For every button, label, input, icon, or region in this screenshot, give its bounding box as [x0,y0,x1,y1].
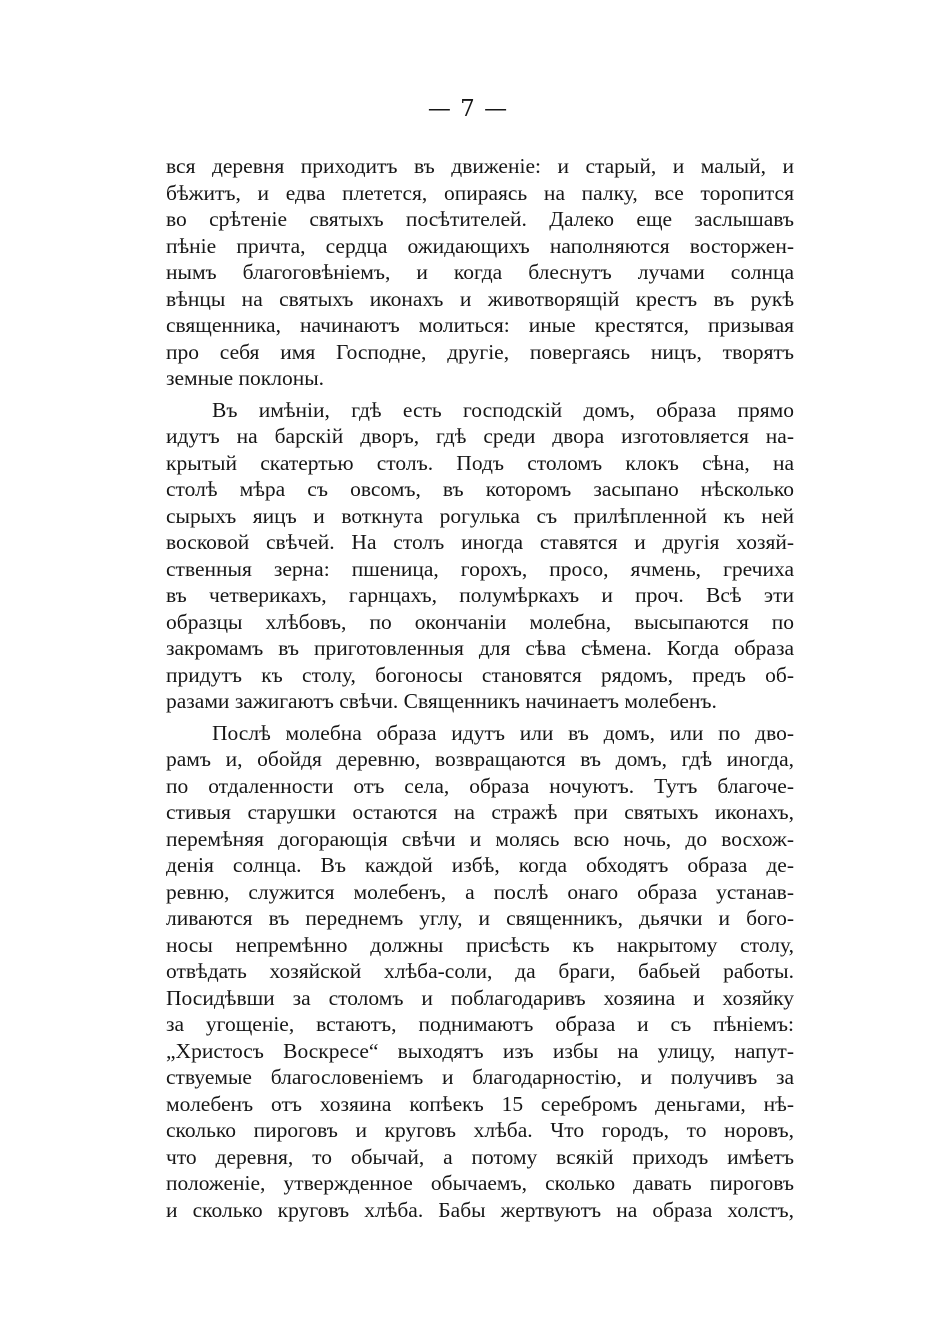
text-line: за угощенiе, встаютъ, поднимаютъ образа и съ пѣнiемъ: [166,1012,794,1036]
text-line: Въ имѣнiи, гдѣ есть господскiй домъ, образа прямо [212,397,794,422]
text-line: закромамъ въ приготовленныя для сѣва сѣмена. Когда образа [166,636,794,660]
text-line: молебенъ отъ хозяина копѣекъ 15 серебромъ деньгами, нѣ- [166,1091,794,1116]
text-line: крытый скатертью столъ. Подъ столомъ клокъ сѣна, на [166,450,794,475]
text-line: „Христосъ Воскресе“ выходятъ изъ избы на улицу, напут- [166,1038,794,1063]
text-line: стивыя старушки остаются на стражѣ при святыхъ иконахъ, [166,800,794,824]
text-line: ствуемые благословенiемъ и благодарностiю, и получивъ за [166,1065,794,1089]
text-line: ревню, служится молебенъ, а послѣ онаго образа устанав- [166,879,794,904]
text-line: что деревня, то обычай, а потому всякiй приходъ имѣетъ [166,1144,794,1169]
text-line: столѣ мѣра съ овсомъ, въ которомъ засыпано нѣсколько [166,477,794,501]
paragraph-2 [166,397,794,715]
text-line: придутъ къ столу, богоносы становятся рядомъ, предъ об- [166,662,794,687]
text-line: перемѣняя догорающiя свѣчи и молясь всю ночь, до восхож- [166,826,794,851]
text-line: рамъ и, обойдя деревню, возвращаются въ домъ, гдѣ иногда, [166,747,794,771]
page-number: — 7 — [427,96,509,122]
body-text [166,153,794,1223]
text-line: денiя солнца. Въ каждой избѣ, когда обходятъ образа де- [166,853,794,877]
paragraph-3 [166,720,794,1224]
text-line: вѣнцы на святыхъ иконахъ и животворящiй крестъ въ рукѣ [166,286,794,311]
text-line: восковой свѣчей. На столъ иногда ставятся и другiя хозяй- [166,530,794,554]
text-line: про себя имя Господне, другiе, повергаясь ницъ, творятъ [166,339,794,364]
text-line: священника, начинаютъ молиться: иные крестятся, призывая [166,313,794,337]
text-line: пѣнiе причта, сердца ожидающихъ наполняются восторжен- [166,233,794,258]
text-line: идутъ на барскiй дворъ, гдѣ среди двора изготовляется на- [166,424,794,448]
text-line: отвѣдать хозяйской хлѣба-соли, да браги, бабьей работы. [166,959,794,983]
text-line: бѣжитъ, и едва плетется, опираясь на палку, все торопится [166,180,794,205]
text-line: носы непремѣнно должны присѣсть къ накрытому столу, [166,932,794,957]
text-line: вся деревня приходитъ въ движенiе: и старый, и малый, и [166,154,794,178]
text-line: сколько пироговъ и круговъ хлѣба. Что городъ, то норовъ, [166,1118,794,1142]
text-line: Посидѣвши за столомъ и поблагодаривъ хозяина и хозяйку [166,985,794,1010]
text-line: по отдаленности отъ села, образа ночуютъ. Тутъ благоче- [166,773,794,798]
text-line: положенiе, утвержденное обычаемъ, сколько давать пироговъ [166,1171,794,1195]
text-line: ливаются въ переднемъ углу, и священникъ, дьячки и бого- [166,906,794,930]
paragraph-1 [166,153,794,392]
text-line: образцы хлѣбовъ, по окончанiи молебна, высыпаются по [166,609,794,634]
text-line: въ четверикахъ, гарнцахъ, полумѣркахъ и проч. Всѣ эти [166,583,794,607]
text-line: ственныя зерна: пшеница, горохъ, просо, ячмень, гречиха [166,556,794,581]
text-line: Послѣ молебна образа идутъ или въ домъ, или по дво- [212,720,794,745]
text-line: во срѣтенiе святыхъ посѣтителей. Далеко еще заслышавъ [166,207,794,231]
text-line: и сколько круговъ хлѣба. Бабы жертвуютъ на образа холстъ, [166,1197,794,1222]
text-line: сырыхъ яицъ и воткнута рогулька съ прилѣпленной къ ней [166,503,794,528]
text-line: земные поклоны. [166,366,325,390]
text-line: разами зажигаютъ свѣчи. Священникъ начинаетъ молебенъ. [166,689,717,713]
text-line: нымъ благоговѣнiемъ, и когда блеснутъ лучами солнца [166,260,794,284]
